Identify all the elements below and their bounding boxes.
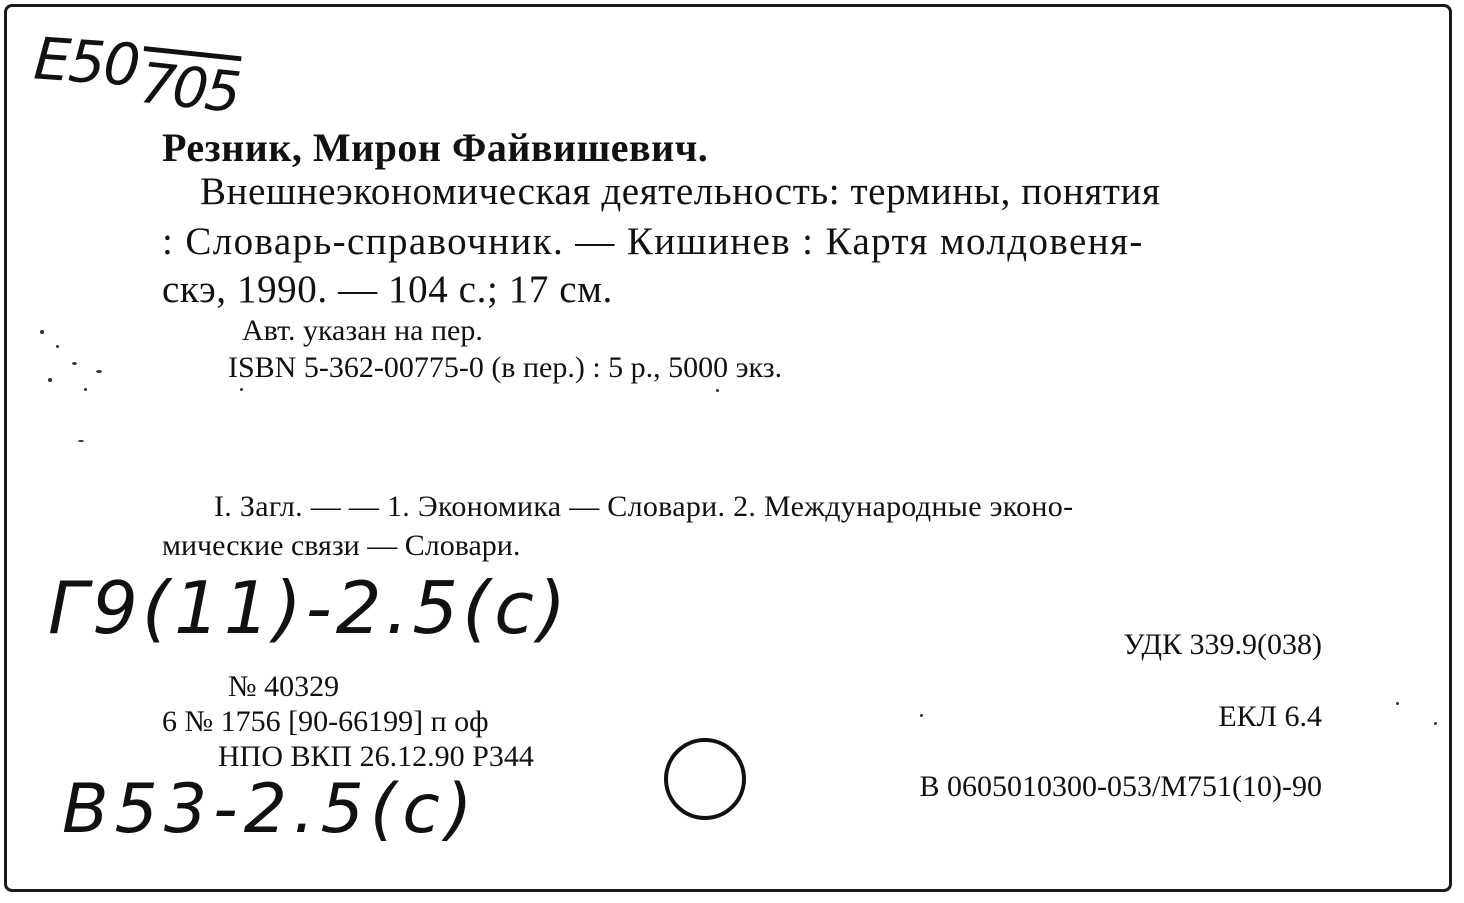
scan-speck — [84, 388, 87, 391]
scan-speck — [78, 440, 84, 442]
scan-speck — [48, 378, 52, 382]
scan-speck — [96, 370, 102, 373]
scan-speck — [72, 362, 77, 365]
title-line-3: скэ, 1990. — 104 с.; 17 см. — [162, 268, 613, 311]
scan-speck — [716, 389, 719, 392]
author-note: Авт. указан на пер. — [242, 314, 483, 347]
title-line-2: : Словарь-справочник. — Кишинев : Картя молдовеня- — [162, 220, 1144, 263]
stamp-circle — [664, 738, 746, 820]
scan-speck — [920, 714, 923, 717]
publisher-line: НПО ВКП 26.12.90 Р344 — [218, 740, 534, 773]
handwritten-classification-1: Г9(11)-2.5(с) — [48, 566, 570, 650]
subjects-line-1: I. Загл. — — 1. Экономика — Словари. 2. Международные эконо- — [214, 490, 1074, 523]
isbn-line: ISBN 5-362-00775-0 (в пер.) : 5 р., 5000 экз. — [228, 351, 783, 384]
scan-speck — [56, 345, 59, 348]
handwritten-shelf-code: Е50 — [31, 24, 141, 100]
scan-speck — [1396, 702, 1399, 705]
scan-speck — [1434, 722, 1437, 725]
handwritten-shelf-number: 705 — [136, 51, 242, 126]
udk-code: УДК 339.9(038) — [1123, 628, 1322, 661]
subjects-line-2: мические связи — Словари. — [162, 529, 521, 562]
scan-speck — [40, 330, 44, 334]
print-line: 6 № 1756 [90-66199] п оф — [162, 705, 489, 738]
order-number: № 40329 — [228, 670, 340, 703]
ekl-code: ЕКЛ 6.4 — [1218, 700, 1322, 733]
handwritten-classification-2: В53-2.5(с) — [62, 770, 479, 849]
scan-speck — [240, 388, 243, 391]
title-line-1: Внешнеэкономическая деятельность: термины, понятия — [200, 170, 1161, 213]
publication-code: В 0605010300-053/М751(10)-90 — [919, 770, 1322, 803]
author-heading: Резник, Мирон Файвишевич. — [162, 125, 709, 170]
